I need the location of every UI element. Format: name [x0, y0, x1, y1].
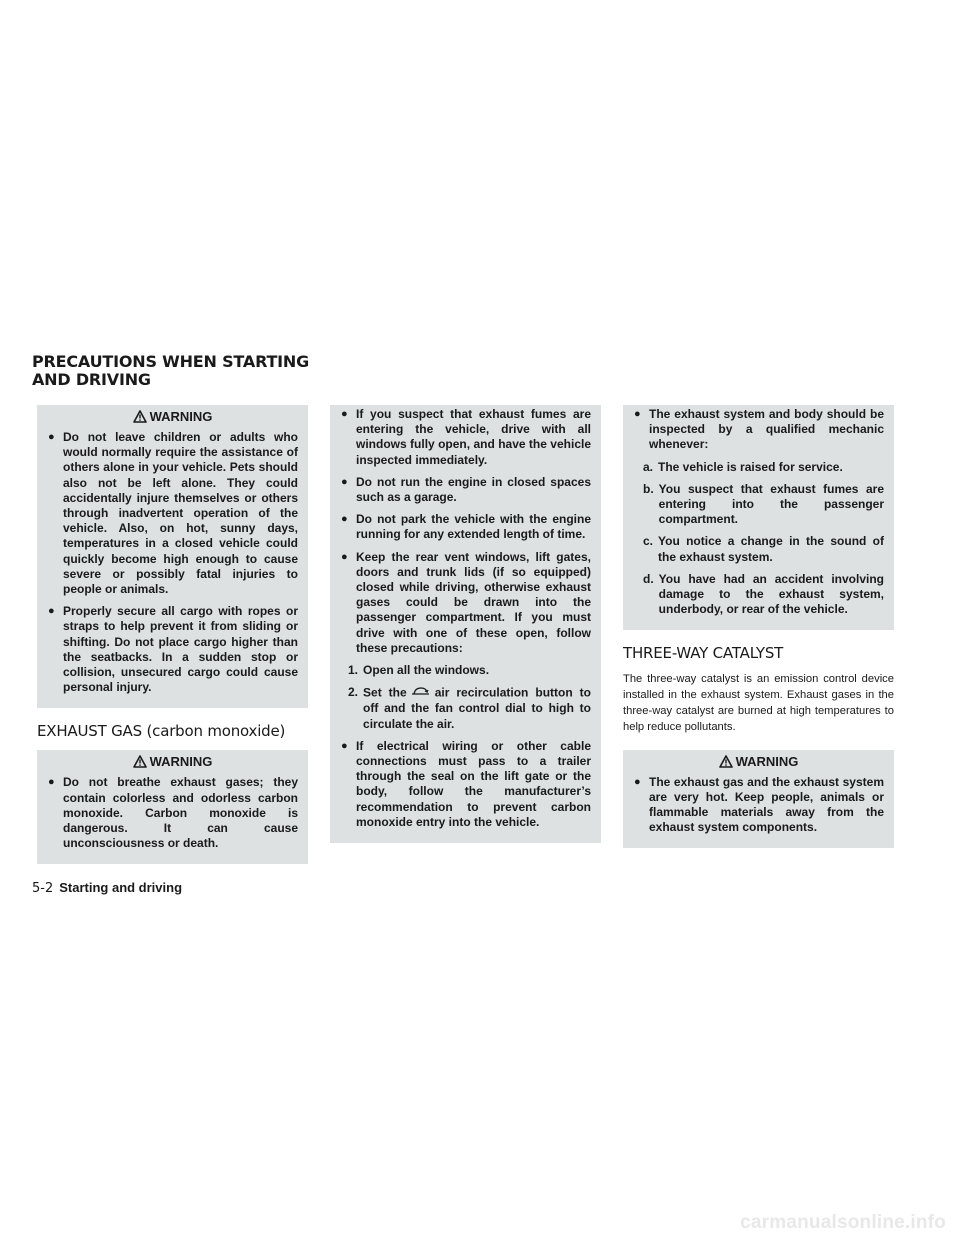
warning-triangle-icon [719, 755, 733, 768]
warning-item-text: The exhaust system and body should be inspected by a qualified mechanic whenever: [649, 407, 884, 452]
sub-letter: c. [643, 534, 654, 549]
catalyst-body-text: The three-way catalyst is an emission control device installed in the exhaust system. Exhaust gases in the three-way catalyst are burned at high temperatures to help reduce pollutants. [623, 673, 894, 733]
warning-item [47, 604, 298, 695]
sub-letter: a. [643, 459, 654, 474]
warning-box-continued [330, 405, 601, 843]
step-1 [340, 663, 591, 678]
warning-triangle-icon [133, 755, 147, 768]
step-number: 2. [348, 685, 359, 700]
warning-item-text: Do not park the vehicle with the engine running for any extended length of time. [356, 512, 591, 542]
warning-item-text: The exhaust gas and the exhaust system are very hot. Keep people, animals or flammable materials away from the exhaust system components. [649, 774, 884, 835]
bullet: ● [341, 408, 348, 420]
step-number: 1. [348, 663, 359, 678]
section-title-exhaust-gas: EXHAUST GAS (carbon monoxide) [37, 722, 286, 741]
page-heading-line-1: PRECAUTIONS WHEN STARTING [32, 352, 310, 371]
bullet: ● [48, 776, 55, 789]
warning-item-text: Do not run the engine in closed spaces such as a garage. [356, 474, 591, 505]
sub-item-d [633, 572, 884, 618]
warning-item-text: Keep the rear vent windows, lift gates, doors and trunk lids (if so equipped) closed while driving, otherwise exhaust gases could be drawn into the passenger compartment. If you must drive with one of these open, follow these precautions: [356, 549, 591, 655]
warning-box-3 [623, 750, 894, 849]
sub-item-a [633, 460, 884, 475]
sub-letter: d. [643, 571, 654, 586]
warning-box-1 [37, 405, 308, 708]
step-2 [340, 685, 591, 732]
warning-item [340, 475, 591, 505]
column-2 [330, 405, 601, 843]
bullet: ● [48, 431, 55, 443]
sub-text: The vehicle is raised for service. [658, 459, 843, 474]
page-heading-line-2: AND DRIVING [32, 370, 151, 389]
sub-letter: b. [643, 481, 654, 496]
sub-text: You have had an accident involving damage to the exhaust system, underbody, or rear of the vehicle. [658, 571, 884, 617]
bullet: ● [341, 739, 348, 752]
warning-header [633, 750, 884, 775]
page-number: 5-2 [32, 881, 54, 896]
step-text-pre: Set the [363, 685, 407, 700]
bullet: ● [48, 605, 55, 618]
warning-item [340, 512, 591, 542]
warning-item-text: Do not leave children or adults who would normally require the assistance of others alone in your vehicle. Pets should also not be left alone. They could accidentally injure themselves or others through inadvertent operation of the vehicle. Also, on hot, sunny days, temperatures in a closed vehicle could quickly become high enough to cause severe or possibly fatal injuries to people or animals. [63, 430, 298, 597]
warning-label: WARNING [149, 409, 213, 424]
step-text [363, 685, 591, 732]
bullet: ● [341, 475, 348, 488]
page-heading [32, 353, 432, 389]
sub-text: You notice a change in the sound of the exhaust system. [658, 534, 884, 564]
warning-item [340, 407, 591, 468]
warning-item [340, 550, 591, 656]
warning-item [47, 775, 298, 851]
warning-label: WARNING [149, 754, 213, 770]
warning-item [633, 775, 884, 836]
warning-box-2 [37, 750, 308, 864]
column-3 [623, 405, 894, 848]
section-title-three-way-catalyst: THREE-WAY CATALYST [623, 644, 784, 663]
sub-item-b [633, 482, 884, 528]
warning-triangle-icon [133, 410, 147, 423]
warning-header [47, 750, 298, 775]
warning-item [47, 430, 298, 597]
watermark: carmanualsonline.info [740, 1212, 946, 1233]
warning-item [340, 739, 591, 830]
warning-item-text: Do not breathe exhaust gases; they contain colorless and odorless carbon monoxide. Carbon monoxide is dangerous. It can cause unconsciousness or death. [63, 775, 298, 851]
warning-header [47, 405, 298, 430]
warning-item-text: If you suspect that exhaust fumes are entering the vehicle, drive with all windows fully open, and have the vehicle inspected immediately. [356, 407, 591, 467]
sub-text: You suspect that exhaust fumes are entering into the passenger compartment. [658, 481, 884, 527]
footer-title: Starting and driving [59, 880, 183, 895]
bullet: ● [634, 408, 641, 420]
column-1 [37, 405, 308, 864]
warning-item-text: If electrical wiring or other cable connections must pass to a trailer through the seal on the lift gate or the body, follow the manufacturer’s recommendation to prevent carbon monoxide entry into the vehicle. [356, 738, 591, 829]
warning-label: WARNING [735, 753, 799, 769]
page-footer [32, 880, 182, 896]
step-text-post: air recirculation button to off and the fan control dial to high to circulate the air. [363, 685, 591, 731]
warning-item-text: Properly secure all cargo with ropes or straps to help prevent it from sliding or shifting. Do not place cargo higher than the seatbacks. In a sudden stop or collision, unsecured cargo could cause personal injury. [63, 604, 298, 695]
warning-box-continued [623, 405, 894, 630]
warning-item [633, 407, 884, 453]
bullet: ● [341, 550, 348, 563]
sub-item-c [633, 534, 884, 564]
step-text: Open all the windows. [363, 663, 490, 678]
air-recirculation-icon [410, 685, 432, 701]
bullet: ● [341, 513, 348, 526]
bullet: ● [634, 775, 641, 788]
